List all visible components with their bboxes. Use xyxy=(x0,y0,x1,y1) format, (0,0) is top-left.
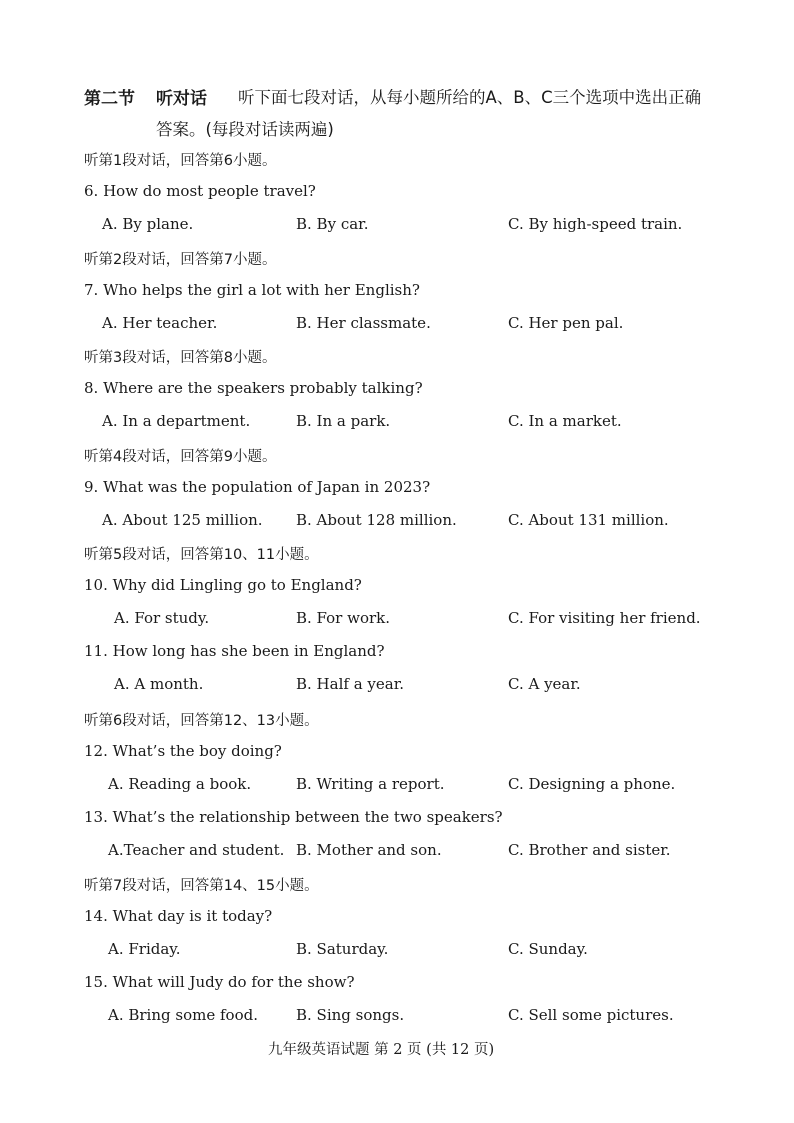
section-instruction: 听下面七段对话，从每小题所给的A、B、C三个选项中选出正确 xyxy=(238,88,702,107)
question-text: 9. What was the population of Japan in 2023? xyxy=(84,478,431,496)
answer-option: B. Sing songs. xyxy=(296,1006,405,1024)
section-instruction-cont: 答案。(每段对话读两遍) xyxy=(156,120,334,139)
answer-option: A. About 125 million. xyxy=(102,511,263,529)
answer-option: C. In a market. xyxy=(508,412,622,430)
dialog-intro: 听第5段对话，回答第10、11小题。 xyxy=(84,547,319,563)
question-text: 14. What day is it today? xyxy=(84,907,273,925)
answer-option: A.Teacher and student. xyxy=(108,841,285,859)
answer-option: B. Saturday. xyxy=(296,940,389,958)
dialog-intro: 听第4段对话，回答第9小题。 xyxy=(84,449,277,465)
question-text: 12. What’s the boy doing? xyxy=(84,742,282,760)
answer-option: A. In a department. xyxy=(102,412,251,430)
answer-option: A. Friday. xyxy=(108,940,181,958)
section-title: 听对话 xyxy=(156,89,207,109)
question-text: 11. How long has she been in England? xyxy=(84,642,385,660)
dialog-intro: 听第7段对话，回答第14、15小题。 xyxy=(84,878,319,894)
answer-option: C. By high-speed train. xyxy=(508,215,683,233)
answer-option: C. About 131 million. xyxy=(508,511,669,529)
answer-option: A. Bring some food. xyxy=(108,1006,258,1024)
answer-option: A. A month. xyxy=(114,675,204,693)
answer-option: B. About 128 million. xyxy=(296,511,457,529)
dialog-intro: 听第2段对话，回答第7小题。 xyxy=(84,252,277,268)
answer-option: C. Her pen pal. xyxy=(508,314,624,332)
question-text: 6. How do most people travel? xyxy=(84,182,316,200)
answer-option: B. Her classmate. xyxy=(296,314,431,332)
answer-option: C. For visiting her friend. xyxy=(508,609,701,627)
answer-option: C. Designing a phone. xyxy=(508,775,676,793)
question-text: 8. Where are the speakers probably talking? xyxy=(84,379,423,397)
answer-option: B. Half a year. xyxy=(296,675,404,693)
answer-option: B. By car. xyxy=(296,215,369,233)
page-footer: 九年级英语试题 第 2 页 (共 12 页) xyxy=(268,1042,495,1058)
dialog-intro: 听第6段对话，回答第12、13小题。 xyxy=(84,713,319,729)
question-text: 13. What’s the relationship between the two speakers? xyxy=(84,808,503,826)
question-text: 15. What will Judy do for the show? xyxy=(84,973,355,991)
question-text: 7. Who helps the girl a lot with her English? xyxy=(84,281,420,299)
answer-option: C. A year. xyxy=(508,675,581,693)
question-text: 10. Why did Lingling go to England? xyxy=(84,576,362,594)
answer-option: C. Sunday. xyxy=(508,940,588,958)
answer-option: B. For work. xyxy=(296,609,391,627)
answer-option: A. By plane. xyxy=(102,215,194,233)
answer-option: A. Her teacher. xyxy=(102,314,218,332)
answer-option: C. Sell some pictures. xyxy=(508,1006,674,1024)
section-label: 第二节 xyxy=(84,89,135,109)
answer-option: B. Writing a report. xyxy=(296,775,445,793)
answer-option: A. Reading a book. xyxy=(108,775,252,793)
dialog-intro: 听第1段对话，回答第6小题。 xyxy=(84,153,277,169)
answer-option: B. In a park. xyxy=(296,412,391,430)
answer-option: B. Mother and son. xyxy=(296,841,442,859)
dialog-intro: 听第3段对话，回答第8小题。 xyxy=(84,350,277,366)
answer-option: C. Brother and sister. xyxy=(508,841,671,859)
answer-option: A. For study. xyxy=(114,609,210,627)
